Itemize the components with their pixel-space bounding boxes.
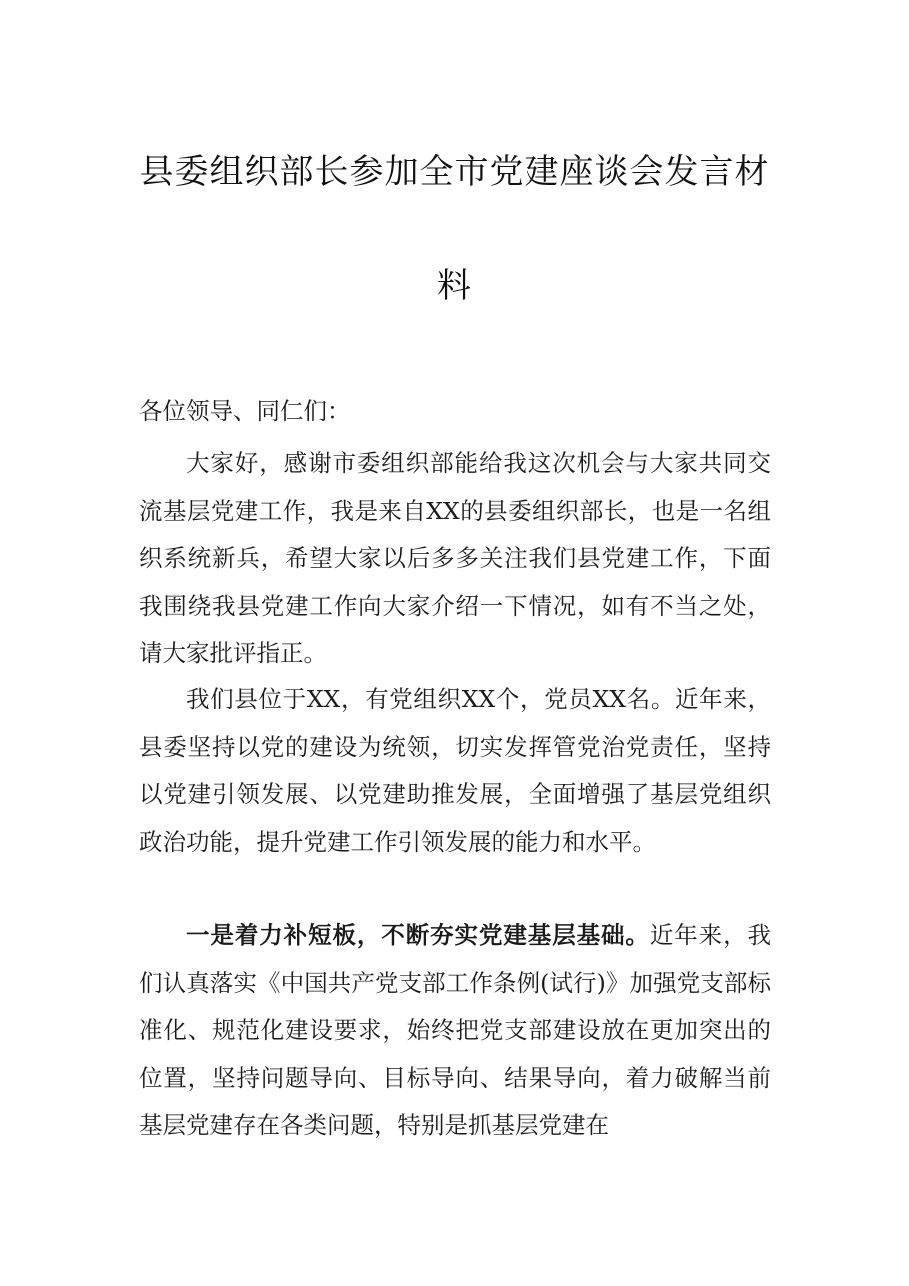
salutation: 各位领导、同仁们： <box>139 397 351 425</box>
document-title-line-1: 县委组织部长参加全市党建座谈会发言材 <box>139 152 770 192</box>
paragraph-body: 近年来，我们认真落实《中国共产党支部工作条例(试行)》加强党支部标准化、规范化建设要求，始终把党支部建设放在更加突出的位置，坚持问题导向、目标导向、结果导向，着力破解当前基层党建存在各类问题，特别是抓基层党建在 <box>139 921 772 1139</box>
body-paragraph-1 <box>139 440 771 678</box>
body-paragraph-2 <box>139 676 771 866</box>
document-title-line-2: 料 <box>437 266 472 306</box>
paragraph-text <box>139 912 771 1150</box>
paragraph-text: 我们县位于XX，有党组织XX个，党员XX名。近年来，县委坚持以党的建设为统领，切实发挥管党治党责任，坚持以党建引领发展、以党建助推发展，全面增强了基层党组织政治功能，提升党建工作引领发展的能力和水平。 <box>139 685 771 856</box>
paragraph-bold-lead: 一是着力补短板，不断夯实党建基层基础。 <box>186 921 650 949</box>
paragraph-text: 大家好，感谢市委组织部能给我这次机会与大家共同交流基层党建工作，我是来自XX的县委组织部长，也是一名组织系统新兵，希望大家以后多多关注我们县党建工作，下面我围绕我县党建工作向大家介绍一下情况，如有不当之处，请大家批评指正。 <box>139 449 771 667</box>
body-paragraph-3 <box>139 912 771 1150</box>
